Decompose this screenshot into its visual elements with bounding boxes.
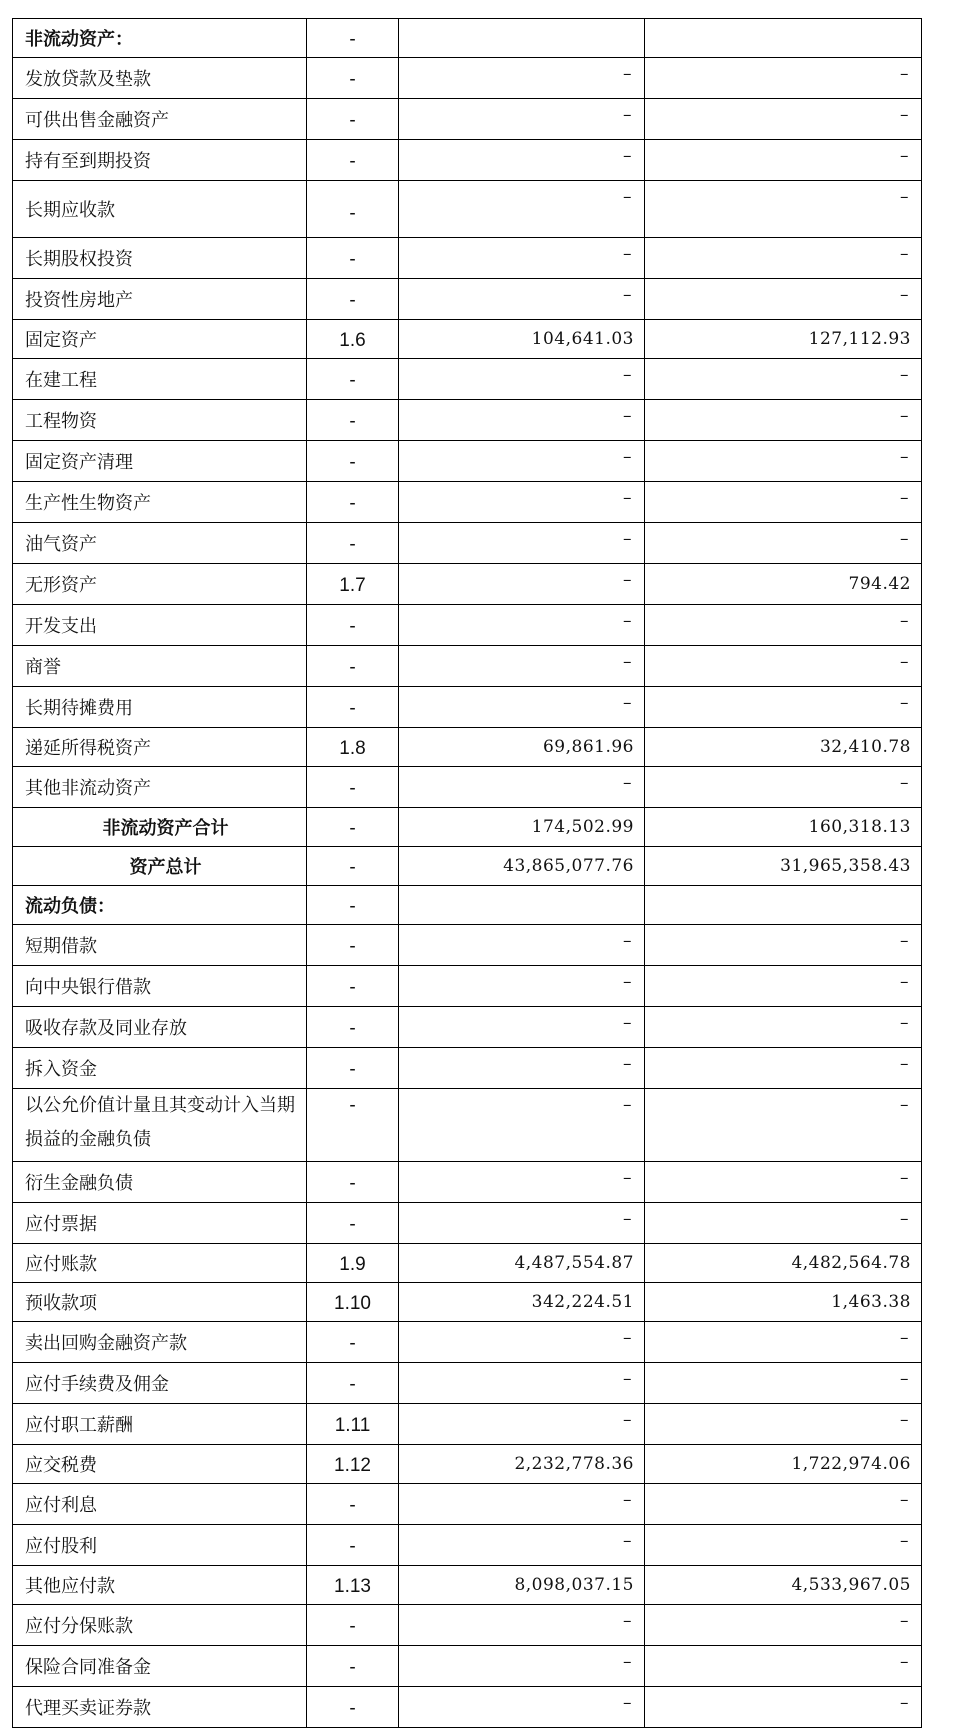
line-item-label: 持有至到期投资	[13, 140, 307, 181]
period-begin-amount: –	[645, 1646, 922, 1687]
period-begin-amount: –	[645, 1363, 922, 1404]
period-begin-amount: –	[645, 58, 922, 99]
period-end-amount: –	[399, 140, 645, 181]
table-row	[13, 886, 922, 925]
period-end-amount: –	[399, 1322, 645, 1363]
note-ref-cell: -	[307, 1322, 399, 1363]
period-begin-amount: 127,112.93	[645, 320, 922, 359]
note-ref-cell: -	[307, 1203, 399, 1244]
table-row	[13, 728, 922, 767]
line-item-label: 非流动资产合计	[13, 808, 307, 847]
period-end-amount: –	[399, 279, 645, 320]
line-item-label: 保险合同准备金	[13, 1646, 307, 1687]
period-end-amount: –	[399, 1203, 645, 1244]
table-row	[13, 687, 922, 728]
table-row	[13, 523, 922, 564]
table-row	[13, 1525, 922, 1566]
period-begin-amount: –	[645, 1687, 922, 1728]
period-end-amount: –	[399, 400, 645, 441]
table-row	[13, 1162, 922, 1203]
table-row	[13, 847, 922, 886]
period-end-amount: –	[399, 925, 645, 966]
line-item-label: 可供出售金融资产	[13, 99, 307, 140]
period-begin-amount: –	[645, 687, 922, 728]
table-row	[13, 1445, 922, 1484]
period-end-amount: –	[399, 359, 645, 400]
note-ref-cell: -	[307, 19, 399, 58]
note-ref-cell: -	[307, 808, 399, 847]
period-begin-amount: –	[645, 767, 922, 808]
note-ref-cell: 1.6	[307, 320, 399, 359]
period-begin-amount: –	[645, 605, 922, 646]
line-item-label: 应付账款	[13, 1244, 307, 1283]
period-begin-amount: –	[645, 238, 922, 279]
line-item-label: 递延所得税资产	[13, 728, 307, 767]
period-begin-amount: –	[645, 1203, 922, 1244]
line-item-label: 长期股权投资	[13, 238, 307, 279]
note-ref-cell: -	[307, 1089, 399, 1162]
line-item-label: 预收款项	[13, 1283, 307, 1322]
line-item-label: 长期待摊费用	[13, 687, 307, 728]
period-begin-amount: 4,482,564.78	[645, 1244, 922, 1283]
period-begin-amount: 1,463.38	[645, 1283, 922, 1322]
note-ref-cell: -	[307, 1605, 399, 1646]
note-ref-cell: -	[307, 359, 399, 400]
period-end-amount: 174,502.99	[399, 808, 645, 847]
table-row	[13, 646, 922, 687]
period-end-amount: –	[399, 238, 645, 279]
period-begin-amount: –	[645, 1048, 922, 1089]
note-ref-cell: -	[307, 441, 399, 482]
line-item-label: 衍生金融负债	[13, 1162, 307, 1203]
table-row	[13, 808, 922, 847]
period-begin-amount: –	[645, 482, 922, 523]
table-row	[13, 279, 922, 320]
line-item-label: 应交税费	[13, 1445, 307, 1484]
line-item-label: 油气资产	[13, 523, 307, 564]
note-ref-cell: -	[307, 1484, 399, 1525]
note-ref-cell: -	[307, 1687, 399, 1728]
line-item-label: 其他应付款	[13, 1566, 307, 1605]
period-begin-amount: 32,410.78	[645, 728, 922, 767]
period-begin-amount: –	[645, 99, 922, 140]
line-item-label: 代理买卖证券款	[13, 1687, 307, 1728]
period-begin-amount: –	[645, 279, 922, 320]
note-ref-cell: -	[307, 58, 399, 99]
line-item-label: 资产总计	[13, 847, 307, 886]
period-end-amount: 104,641.03	[399, 320, 645, 359]
period-end-amount: –	[399, 181, 645, 238]
period-end-amount: –	[399, 1048, 645, 1089]
period-begin-amount: –	[645, 1322, 922, 1363]
note-ref-cell: -	[307, 1007, 399, 1048]
line-item-label: 发放贷款及垫款	[13, 58, 307, 99]
table-row	[13, 58, 922, 99]
period-end-amount: –	[399, 482, 645, 523]
period-end-amount: –	[399, 441, 645, 482]
table-row	[13, 966, 922, 1007]
line-item-label: 短期借款	[13, 925, 307, 966]
period-end-amount: 69,861.96	[399, 728, 645, 767]
period-end-amount: –	[399, 1007, 645, 1048]
line-item-label: 应付利息	[13, 1484, 307, 1525]
line-item-label: 非流动资产：	[13, 19, 307, 58]
period-begin-amount: –	[645, 1089, 922, 1162]
period-begin-amount	[645, 19, 922, 58]
line-item-label: 流动负债：	[13, 886, 307, 925]
period-begin-amount: –	[645, 925, 922, 966]
table-row	[13, 1646, 922, 1687]
period-end-amount: 4,487,554.87	[399, 1244, 645, 1283]
table-row	[13, 1363, 922, 1404]
period-end-amount: –	[399, 1089, 645, 1162]
period-begin-amount: –	[645, 1162, 922, 1203]
table-row	[13, 140, 922, 181]
note-ref-cell: 1.9	[307, 1244, 399, 1283]
period-begin-amount: –	[645, 400, 922, 441]
note-ref-cell: -	[307, 925, 399, 966]
note-ref-cell: 1.7	[307, 564, 399, 605]
table-row	[13, 99, 922, 140]
note-ref-cell: -	[307, 482, 399, 523]
table-row	[13, 359, 922, 400]
table-row	[13, 1404, 922, 1445]
note-ref-cell: -	[307, 966, 399, 1007]
table-row	[13, 181, 922, 238]
line-item-label: 以公允价值计量且其变动计入当期损益的金融负债	[13, 1089, 307, 1162]
note-ref-cell: 1.10	[307, 1283, 399, 1322]
line-item-label: 工程物资	[13, 400, 307, 441]
table-row	[13, 482, 922, 523]
table-row	[13, 1566, 922, 1605]
note-ref-cell: 1.13	[307, 1566, 399, 1605]
period-begin-amount: –	[645, 140, 922, 181]
period-end-amount	[399, 886, 645, 925]
line-item-label: 商誉	[13, 646, 307, 687]
line-item-label: 固定资产	[13, 320, 307, 359]
period-end-amount: 342,224.51	[399, 1283, 645, 1322]
period-begin-amount: –	[645, 1605, 922, 1646]
period-begin-amount: –	[645, 1525, 922, 1566]
note-ref-cell: -	[307, 1525, 399, 1566]
period-end-amount	[399, 19, 645, 58]
note-ref-cell: -	[307, 1048, 399, 1089]
period-begin-amount: 31,965,358.43	[645, 847, 922, 886]
table-row	[13, 767, 922, 808]
period-begin-amount: –	[645, 181, 922, 238]
note-ref-cell: -	[307, 140, 399, 181]
table-row	[13, 19, 922, 58]
note-ref-cell: -	[307, 646, 399, 687]
period-begin-amount: –	[645, 1007, 922, 1048]
note-ref-cell: -	[307, 523, 399, 564]
period-end-amount: –	[399, 523, 645, 564]
note-ref-cell: -	[307, 767, 399, 808]
period-begin-amount: –	[645, 1484, 922, 1525]
note-ref-cell: -	[307, 1646, 399, 1687]
period-end-amount: –	[399, 1484, 645, 1525]
period-begin-amount: 794.42	[645, 564, 922, 605]
line-item-label: 投资性房地产	[13, 279, 307, 320]
table-row	[13, 1322, 922, 1363]
period-begin-amount: –	[645, 523, 922, 564]
period-end-amount: 8,098,037.15	[399, 1566, 645, 1605]
period-end-amount: –	[399, 58, 645, 99]
period-begin-amount: –	[645, 1404, 922, 1445]
period-begin-amount: 1,722,974.06	[645, 1445, 922, 1484]
table-row	[13, 320, 922, 359]
balance-sheet-table	[12, 18, 922, 1728]
line-item-label: 卖出回购金融资产款	[13, 1322, 307, 1363]
period-end-amount: –	[399, 1162, 645, 1203]
line-item-label: 向中央银行借款	[13, 966, 307, 1007]
period-end-amount: –	[399, 646, 645, 687]
period-begin-amount: 4,533,967.05	[645, 1566, 922, 1605]
line-item-label: 其他非流动资产	[13, 767, 307, 808]
line-item-label: 吸收存款及同业存放	[13, 1007, 307, 1048]
table-row	[13, 1605, 922, 1646]
line-item-label: 在建工程	[13, 359, 307, 400]
table-row	[13, 925, 922, 966]
note-ref-cell: -	[307, 238, 399, 279]
note-ref-cell: -	[307, 400, 399, 441]
period-end-amount: 43,865,077.76	[399, 847, 645, 886]
line-item-label: 固定资产清理	[13, 441, 307, 482]
balance-sheet-body	[13, 19, 922, 1728]
table-row	[13, 238, 922, 279]
period-end-amount: –	[399, 1605, 645, 1646]
table-row	[13, 1089, 922, 1162]
line-item-label: 应付职工薪酬	[13, 1404, 307, 1445]
period-begin-amount: –	[645, 441, 922, 482]
period-end-amount: –	[399, 1687, 645, 1728]
table-row	[13, 441, 922, 482]
table-row	[13, 1048, 922, 1089]
table-row	[13, 1484, 922, 1525]
table-row	[13, 1203, 922, 1244]
note-ref-cell: -	[307, 181, 399, 238]
period-begin-amount: –	[645, 359, 922, 400]
note-ref-cell: 1.11	[307, 1404, 399, 1445]
note-ref-cell: -	[307, 605, 399, 646]
table-row	[13, 400, 922, 441]
note-ref-cell: -	[307, 687, 399, 728]
note-ref-cell: 1.8	[307, 728, 399, 767]
period-end-amount: –	[399, 564, 645, 605]
period-begin-amount	[645, 886, 922, 925]
line-item-label: 无形资产	[13, 564, 307, 605]
note-ref-cell: -	[307, 279, 399, 320]
period-begin-amount: 160,318.13	[645, 808, 922, 847]
period-end-amount: –	[399, 99, 645, 140]
line-item-label: 长期应收款	[13, 181, 307, 238]
table-row	[13, 1244, 922, 1283]
period-end-amount: –	[399, 1363, 645, 1404]
period-begin-amount: –	[645, 646, 922, 687]
table-row	[13, 564, 922, 605]
line-item-label: 应付票据	[13, 1203, 307, 1244]
table-row	[13, 1687, 922, 1728]
note-ref-cell: -	[307, 847, 399, 886]
line-item-label: 应付手续费及佣金	[13, 1363, 307, 1404]
table-row	[13, 605, 922, 646]
note-ref-cell: 1.12	[307, 1445, 399, 1484]
period-begin-amount: –	[645, 966, 922, 1007]
note-ref-cell: -	[307, 99, 399, 140]
period-end-amount: 2,232,778.36	[399, 1445, 645, 1484]
line-item-label: 拆入资金	[13, 1048, 307, 1089]
note-ref-cell: -	[307, 1162, 399, 1203]
period-end-amount: –	[399, 1404, 645, 1445]
period-end-amount: –	[399, 1646, 645, 1687]
period-end-amount: –	[399, 767, 645, 808]
table-row	[13, 1283, 922, 1322]
line-item-label: 应付股利	[13, 1525, 307, 1566]
note-ref-cell: -	[307, 886, 399, 925]
line-item-label: 应付分保账款	[13, 1605, 307, 1646]
period-end-amount: –	[399, 1525, 645, 1566]
table-row	[13, 1007, 922, 1048]
line-item-label: 生产性生物资产	[13, 482, 307, 523]
period-end-amount: –	[399, 687, 645, 728]
note-ref-cell: -	[307, 1363, 399, 1404]
period-end-amount: –	[399, 966, 645, 1007]
line-item-label: 开发支出	[13, 605, 307, 646]
period-end-amount: –	[399, 605, 645, 646]
